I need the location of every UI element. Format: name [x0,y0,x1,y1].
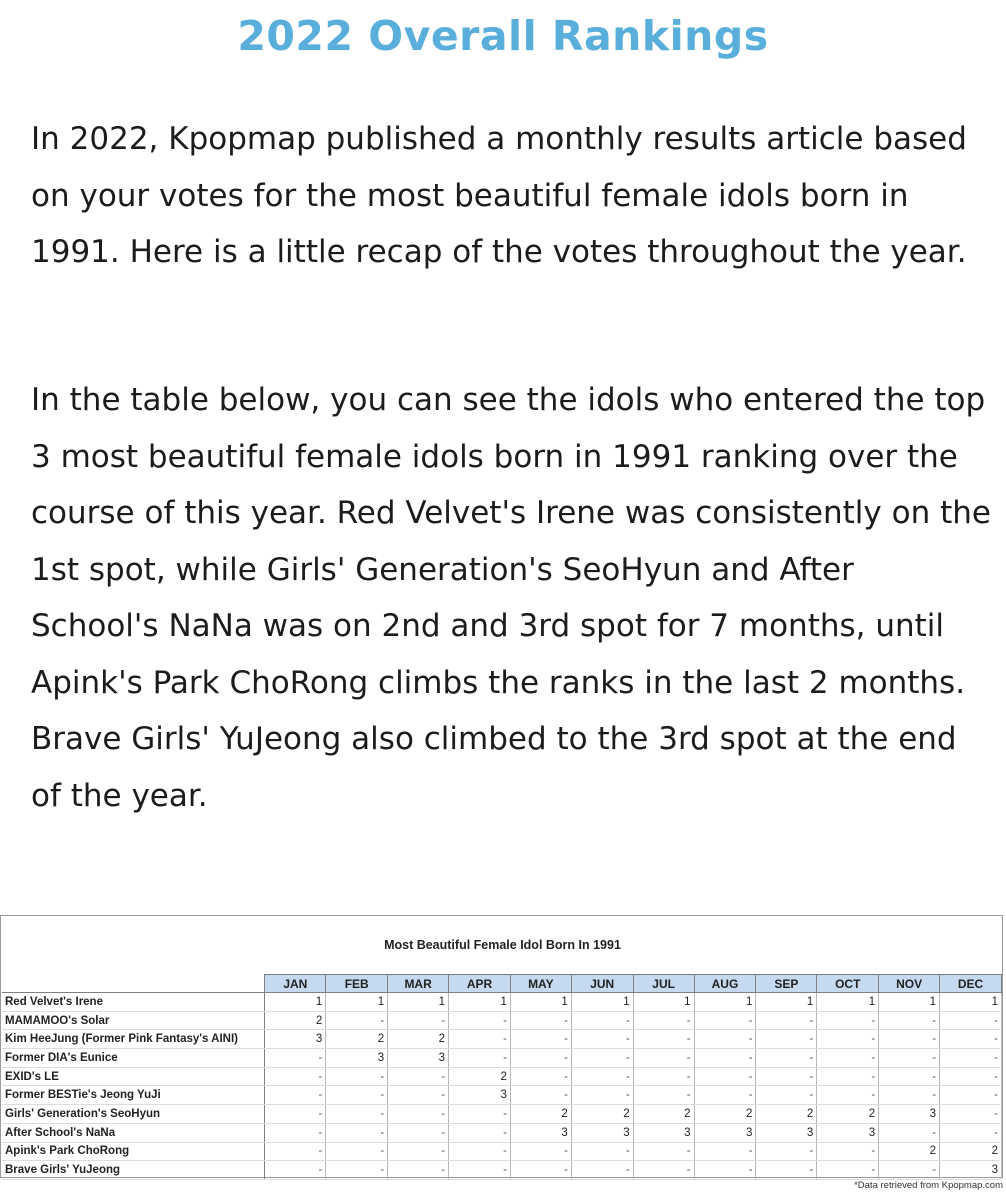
rank-cell: 3 [756,1123,817,1142]
rank-cell: - [694,1067,756,1086]
table-description-paragraph: In the table below, you can see the idols who entered the top 3 most beautiful female idols born in 1991 ranking over the course of this year. Red Velvet's Irene was consistently on the 1st spot, while Girls' Generation's SeoHyun and After School's NaNa was on 2nd and 3rd spot for 7 months, until Apink's Park ChoRong climbs the ranks in the last 2 months. Brave Girls' YuJeong also climbed to the 3rd spot at the end of the year. [31,382,991,814]
rank-cell: 1 [879,993,940,1012]
table-row [2,1123,1002,1142]
rank-cell: - [756,1011,817,1030]
rank-cell: 1 [571,993,633,1012]
table-title: Most Beautiful Female Idol Born In 1991 [384,938,621,952]
month-header-sep: SEP [756,975,817,993]
month-header-apr: APR [449,975,511,993]
rank-cell: - [326,1105,388,1124]
rank-cell: - [817,1049,879,1068]
rank-cell: - [388,1086,449,1105]
rank-cell: - [879,1086,940,1105]
rank-cell: - [633,1049,694,1068]
rank-cell: - [694,1086,756,1105]
rank-cell: - [694,1030,756,1049]
idol-name-cell: Red Velvet's Irene [2,993,265,1012]
month-header-jan: JAN [265,975,326,993]
table-row [2,993,1002,1012]
rank-cell: - [510,1161,571,1180]
rank-cell: 2 [756,1105,817,1124]
rank-cell: - [633,1067,694,1086]
rank-cell: - [756,1142,817,1161]
rank-cell: 3 [265,1030,326,1049]
page-title: 2022 Overall Rankings [237,12,769,60]
idol-name-cell: Former BESTie's Jeong YuJi [2,1086,265,1105]
rank-cell: 3 [326,1049,388,1068]
rank-cell: - [940,1105,1002,1124]
table-row [2,1142,1002,1161]
rank-cell: - [449,1161,511,1180]
rank-cell: - [510,1011,571,1030]
month-header-aug: AUG [694,975,756,993]
rank-cell: - [940,1011,1002,1030]
rank-cell: - [817,1011,879,1030]
rank-cell: 2 [510,1105,571,1124]
rank-cell: - [571,1067,633,1086]
rank-cell: 2 [940,1142,1002,1161]
rank-cell: 3 [449,1086,511,1105]
rank-cell: - [879,1123,940,1142]
table-frame [0,915,1003,1178]
rank-cell: 2 [879,1142,940,1161]
rank-cell: - [756,1067,817,1086]
rank-cell: 1 [326,993,388,1012]
rank-cell: - [510,1086,571,1105]
rank-cell: - [510,1030,571,1049]
rank-cell: - [326,1123,388,1142]
rank-cell: - [265,1142,326,1161]
idol-name-cell: Girls' Generation's SeoHyun [2,1105,265,1124]
rank-cell: 2 [694,1105,756,1124]
idol-name-cell: Brave Girls' YuJeong [2,1161,265,1180]
rank-cell: 2 [817,1105,879,1124]
rank-cell: 3 [940,1161,1002,1180]
rank-cell: - [449,1011,511,1030]
rank-cell: 1 [449,993,511,1012]
table-row [2,1105,1002,1124]
rank-cell: - [510,1049,571,1068]
rank-cell: - [879,1030,940,1049]
month-header-dec: DEC [940,975,1002,993]
rank-cell: - [633,1011,694,1030]
month-header-jun: JUN [571,975,633,993]
rank-cell: 3 [694,1123,756,1142]
rank-cell: - [633,1030,694,1049]
rank-cell: - [817,1161,879,1180]
table-row [2,1030,1002,1049]
rank-cell: - [265,1161,326,1180]
rank-cell: - [449,1049,511,1068]
table-header-corner [2,975,265,993]
rank-cell: 2 [326,1030,388,1049]
rankings-table [2,974,1002,1180]
rank-cell: - [326,1142,388,1161]
rank-cell: - [388,1067,449,1086]
rank-cell: - [265,1049,326,1068]
rank-cell: - [326,1067,388,1086]
rank-cell: - [940,1049,1002,1068]
rank-cell: 3 [388,1049,449,1068]
rank-cell: - [449,1030,511,1049]
rank-cell: - [388,1142,449,1161]
rank-cell: 3 [817,1123,879,1142]
rank-cell: - [449,1123,511,1142]
rank-cell: - [326,1161,388,1180]
rank-cell: 1 [633,993,694,1012]
month-header-oct: OCT [817,975,879,993]
rank-cell: 2 [633,1105,694,1124]
idol-name-cell: Kim HeeJung (Former Pink Fantasy's AINI) [2,1030,265,1049]
rank-cell: - [510,1142,571,1161]
rank-cell: - [510,1067,571,1086]
rank-cell: - [940,1030,1002,1049]
idol-name-cell: Former DIA's Eunice [2,1049,265,1068]
rank-cell: 3 [633,1123,694,1142]
rank-cell: - [571,1049,633,1068]
rank-cell: - [817,1067,879,1086]
month-header-jul: JUL [633,975,694,993]
rank-cell: - [326,1011,388,1030]
rank-cell: - [633,1142,694,1161]
rank-cell: - [265,1123,326,1142]
rank-cell: - [633,1086,694,1105]
rank-cell: - [265,1067,326,1086]
rank-cell: - [633,1161,694,1180]
rank-cell: - [388,1123,449,1142]
rank-cell: 2 [265,1011,326,1030]
rank-cell: - [879,1049,940,1068]
rank-cell: - [571,1030,633,1049]
month-header-mar: MAR [388,975,449,993]
rank-cell: 1 [265,993,326,1012]
rank-cell: - [940,1067,1002,1086]
table-header-row [2,975,1002,993]
rank-cell: - [817,1086,879,1105]
month-header-feb: FEB [326,975,388,993]
rank-cell: - [388,1011,449,1030]
rankings-table-image [0,915,1006,1195]
rank-cell: 1 [756,993,817,1012]
month-header-nov: NOV [879,975,940,993]
source-note: *Data retrieved from Kpopmap.com [854,1180,1003,1191]
rank-cell: 1 [694,993,756,1012]
rank-cell: - [449,1105,511,1124]
rank-cell: - [388,1105,449,1124]
rank-cell: - [694,1161,756,1180]
idol-name-cell: EXID's LE [2,1067,265,1086]
table-row [2,1011,1002,1030]
rank-cell: - [265,1105,326,1124]
rank-cell: - [326,1086,388,1105]
idol-name-cell: Apink's Park ChoRong [2,1142,265,1161]
rank-cell: - [694,1049,756,1068]
rank-cell: 3 [879,1105,940,1124]
rank-cell: - [571,1142,633,1161]
rank-cell: - [940,1086,1002,1105]
rank-cell: - [879,1011,940,1030]
rank-cell: - [879,1161,940,1180]
rank-cell: - [265,1086,326,1105]
intro-paragraph: In 2022, Kpopmap published a monthly results article based on your votes for the most beautiful female idols born in 1991. Here is a little recap of the votes throughout the year. [31,121,967,270]
rank-cell: - [756,1161,817,1180]
rank-cell: 2 [449,1067,511,1086]
rank-cell: - [571,1011,633,1030]
rank-cell: - [756,1049,817,1068]
rank-cell: 3 [571,1123,633,1142]
idol-name-cell: MAMAMOO's Solar [2,1011,265,1030]
rank-cell: - [879,1067,940,1086]
month-header-may: MAY [510,975,571,993]
rank-cell: 1 [510,993,571,1012]
idol-name-cell: After School's NaNa [2,1123,265,1142]
rank-cell: - [449,1142,511,1161]
rank-cell: 1 [388,993,449,1012]
rank-cell: 2 [571,1105,633,1124]
rank-cell: - [571,1161,633,1180]
rank-cell: 3 [510,1123,571,1142]
rank-cell: 1 [817,993,879,1012]
table-row [2,1161,1002,1180]
rank-cell: - [940,1123,1002,1142]
table-row [2,1067,1002,1086]
rank-cell: - [388,1161,449,1180]
table-row [2,1086,1002,1105]
rank-cell: - [756,1030,817,1049]
table-row [2,1049,1002,1068]
rank-cell: - [756,1086,817,1105]
rank-cell: - [817,1142,879,1161]
rank-cell: - [817,1030,879,1049]
rank-cell: 1 [940,993,1002,1012]
rank-cell: - [571,1086,633,1105]
rank-cell: 2 [388,1030,449,1049]
rank-cell: - [694,1142,756,1161]
rank-cell: - [694,1011,756,1030]
